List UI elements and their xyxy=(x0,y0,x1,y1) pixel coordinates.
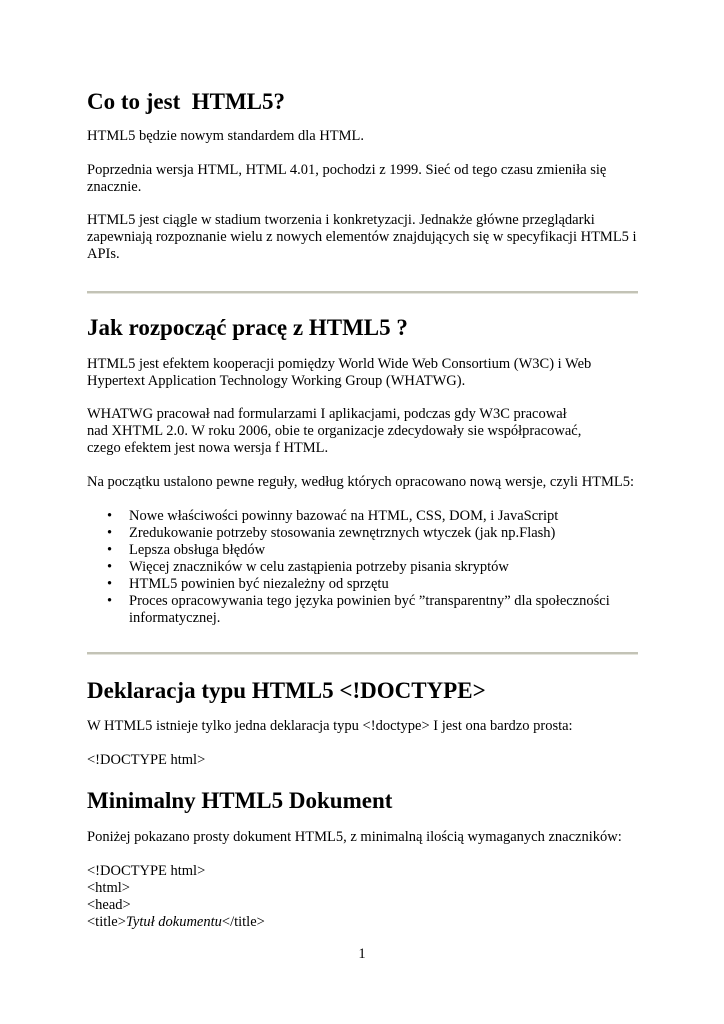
bullet-icon: • xyxy=(107,542,113,558)
paragraph: Poniżej pokazano prosty dokument HTML5, z minimalną ilością wymaganych znaczników: xyxy=(87,829,622,845)
horizontal-rule xyxy=(87,291,638,294)
list-item: • Proces opracowywania tego języka powinien być ”transparentny” dla społeczności informatycznej. xyxy=(107,593,610,626)
bullet-icon: • xyxy=(107,593,113,609)
page-number: 1 xyxy=(358,946,366,962)
code-line: <!DOCTYPE html> xyxy=(87,752,206,768)
bullet-icon: • xyxy=(107,508,113,524)
paragraph: Poprzednia wersja HTML, HTML 4.01, pochodzi z 1999. Sieć od tego czasu zmieniła się znacznie. xyxy=(87,162,607,195)
bullet-icon: • xyxy=(107,576,113,592)
paragraph: HTML5 jest efektem kooperacji pomiędzy World Wide Web Consortium (W3C) i Web Hypertext Application Technology Working Group (WHATWG). xyxy=(87,356,592,389)
paragraph: Na początku ustalono pewne reguły, według których opracowano nową wersje, czyli HTML5: xyxy=(87,474,635,490)
bullet-icon: • xyxy=(107,559,113,575)
code-sample xyxy=(87,863,265,931)
code-line: <html> xyxy=(87,880,130,896)
list-item: • Zredukowanie potrzeby stosowania zewnętrznych wtyczek (jak np.Flash) xyxy=(107,525,556,541)
list-item: • Nowe właściwości powinny bazować na HTML, CSS, DOM, i JavaScript xyxy=(107,508,559,524)
list-item: • Lepsza obsługa błędów xyxy=(107,542,266,558)
paragraph: WHATWG pracował nad formularzami I aplikacjami, podczas gdy W3C pracował nad XHTML 2.0. W roku 2006, obie te organizacje zdecydowały sie współpracować, czego efektem jest nowa wersja f HTML. xyxy=(87,406,582,456)
list-item: • HTML5 powinien być niezależny od sprzętu xyxy=(107,576,389,592)
section-heading-getting-started: Jak rozpocząć pracę z HTML5 ? xyxy=(87,315,408,340)
paragraph: W HTML5 istnieje tylko jedna deklaracja typu <!doctype> I jest ona bardzo prosta: xyxy=(87,718,573,734)
html5-rules-list xyxy=(87,508,642,627)
paragraph: HTML5 jest ciągle w stadium tworzenia i konkretyzacji. Jednakże główne przeglądarki zapewniają rozpoznanie wielu z nowych elementów znajdujących się w specyfikacji HTML5 i APIs. xyxy=(87,212,637,262)
section-heading-minimal-document: Minimalny HTML5 Dokument xyxy=(87,788,393,813)
list-item: • Więcej znaczników w celu zastąpienia potrzeby pisania skryptów xyxy=(107,559,509,575)
bullet-icon: • xyxy=(107,525,113,541)
section-heading-what-is-html5: Co to jest HTML5? xyxy=(87,89,286,114)
section-heading-doctype: Deklaracja typu HTML5 <!DOCTYPE> xyxy=(87,678,486,703)
code-line: <title>Tytuł dokumentu</title> xyxy=(87,914,265,930)
horizontal-rule xyxy=(87,652,638,655)
paragraph: HTML5 będzie nowym standardem dla HTML. xyxy=(87,128,365,144)
code-line: <head> xyxy=(87,897,131,913)
code-line: <!DOCTYPE html> xyxy=(87,863,206,879)
